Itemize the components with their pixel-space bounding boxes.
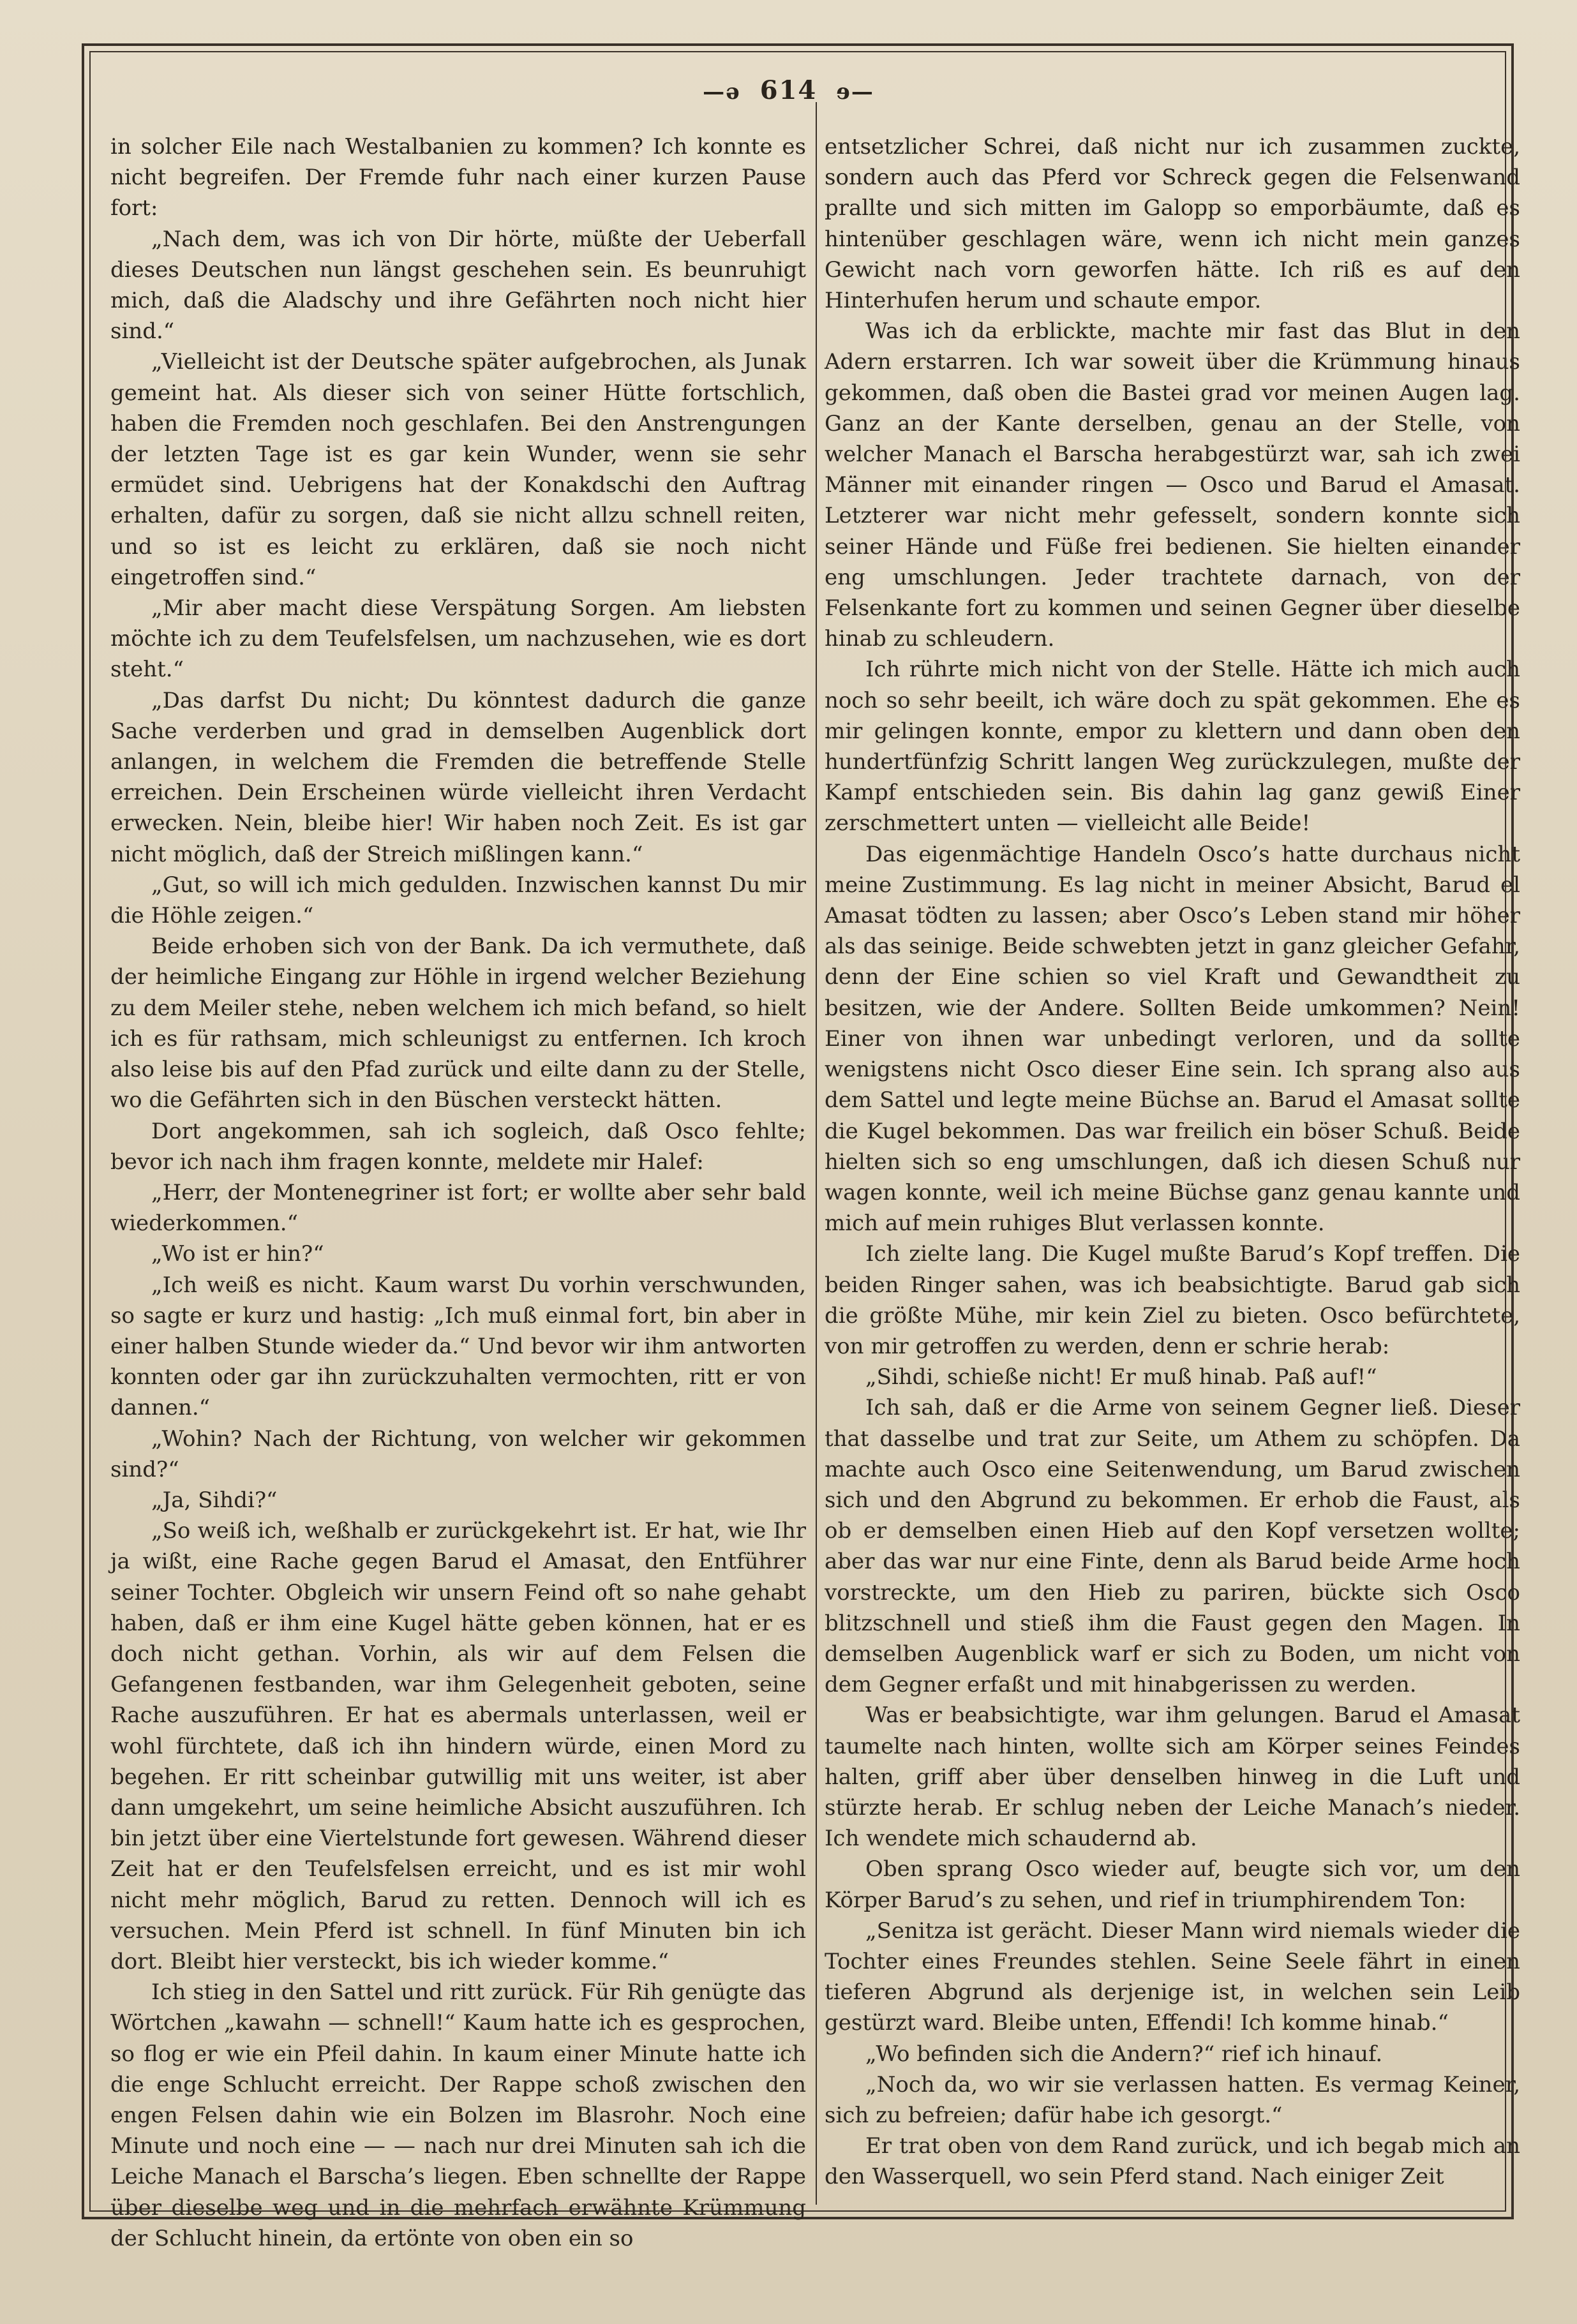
page-number: 614 <box>759 75 818 105</box>
paragraph: Ich sah, daß er die Arme von seinem Gegner ließ. Dieser that dasselbe und trat zur Seite, um Athem zu schöpfen. Da machte auch Osco eine Seitenwendung, um Barud zwischen sich und den Abgrund zu bekommen. Er erhob die Faust, als ob er demselben einen Hieb auf den Kopf versetzen wollte; aber das war nur eine Finte, denn als Barud beide Arme hoch vorstreckte, um den Hieb zu pariren, bückte sich Osco blitzschnell und stieß ihm die Faust gegen den Magen. In demselben Augenblick warf er sich zu Boden, um nicht von dem Gegner erfaßt und mit hinabgerissen zu werden. <box>825 1395 1520 1698</box>
paragraph: „Vielleicht ist der Deutsche später aufgebrochen, als Junak gemeint hat. Als dieser sich von seiner Hütte fortschlich, haben die Fremden noch geschlafen. Bei den Anstrengungen der letzten Tage ist es gar kein Wunder, wenn sie sehr ermüdet sind. Uebrigens hat der Konakdschi den Auftrag erhalten, dafür zu sorgen, daß sie nicht allzu schnell reiten, und so ist es leicht zu erklären, daß sie noch nicht eingetroffen sind.“ <box>110 349 806 590</box>
right-column <box>825 131 1520 2199</box>
column-divider <box>816 102 817 2205</box>
paragraph: Das eigenmächtige Handeln Osco’s hatte durchaus nicht meine Zustimmung. Es lag nicht in meiner Absicht, Barud el Amasat tödten zu lassen; aber Osco’s Leben stand mir höher als das seinige. Beide schwebten jetzt in ganz gleicher Gefahr, denn der Eine schien so viel Kraft und Gewandtheit zu besitzen, wie der Andere. Sollten Beide umkommen? Nein! Einer von ihnen war unbedingt verloren, und da sollte wenigstens nicht Osco dieser Eine sein. Ich sprang also aus dem Sattel und legte meine Büchse an. Barud el Amasat sollte die Kugel bekommen. Das war freilich ein böser Schuß. Beide hielten sich so eng umschlungen, daß ich diesen Schuß nur wagen konnte, weil ich meine Büchse ganz genau kannte und mich auf mein ruhiges Blut verlassen konnte. <box>825 841 1520 1237</box>
paragraph: „Senitza ist gerächt. Dieser Mann wird niemals wieder die Tochter eines Freundes stehlen. Seine Seele fährt in einen tieferen Abgrund als derjenige ist, in welchen sein Leib gestürzt ward. Bleibe unten, Effendi! Ich komme hinab.“ <box>825 1918 1520 2036</box>
paragraph: in solcher Eile nach Westalbanien zu kommen? Ich konnte es nicht begreifen. Der Fremde fuhr nach einer kurzen Pause fort: <box>110 134 806 221</box>
paragraph: Ich stieg in den Sattel und ritt zurück. Für Rih genügte das Wörtchen „kawahn — schnell!“ Kaum hatte ich es gesprochen, so flog er wie ein Pfeil dahin. In kaum einer Minute hatte ich die enge Schlucht erreicht. Der Rappe schoß zwischen den engen Felsen dahin wie ein Bolzen im Blasrohr. Noch eine Minute und noch eine — — nach nur drei Minuten sah ich die Leiche Manach el Barscha’s liegen. Eben schnellte der Rappe über dieselbe weg und in die mehrfach erwähnte Krümmung der Schlucht hinein, da ertönte von oben ein so <box>110 1979 806 2251</box>
paragraph: „So weiß ich, weßhalb er zurückgekehrt ist. Er hat, wie Ihr ja wißt, eine Rache gegen Barud el Amasat, den Entführer seiner Tochter. Obgleich wir unsern Feind oft so nahe gehabt haben, daß er ihm eine Kugel hätte geben können, hat er es doch nicht gethan. Vorhin, als wir auf dem Felsen die Gefangenen festbanden, war ihm Gelegenheit geboten, seine Rache auszuführen. Er hat es abermals unterlassen, weil er wohl fürchtete, daß ich ihn hindern würde, einen Mord zu begehen. Er ritt scheinbar gutwillig mit uns weiter, ist aber dann umgekehrt, um seine heimliche Absicht auszuführen. Ich bin jetzt über eine Viertelstunde fort gewesen. Während dieser Zeit hat er den Teufelsfelsen erreicht, und es ist mir wohl nicht mehr möglich, Barud zu retten. Dennoch will ich es versuchen. Mein Pferd ist schnell. In fünf Minuten bin ich dort. Bleibt hier versteckt, bis ich wieder komme.“ <box>110 1518 806 1974</box>
paragraph: „Wohin? Nach der Richtung, von welcher wir gekommen sind?“ <box>110 1426 806 1482</box>
paragraph: „Wo ist er hin?“ <box>151 1241 324 1267</box>
page-header <box>0 75 1577 105</box>
paragraph: „Sihdi, schieße nicht! Er muß hinab. Paß auf!“ <box>865 1364 1377 1390</box>
paragraph: Oben sprang Osco wieder auf, beugte sich vor, um den Körper Barud’s zu sehen, und rief in triumphirendem Ton: <box>825 1856 1520 1913</box>
paragraph: „Ich weiß es nicht. Kaum warst Du vorhin verschwunden, so sagte er kurz und hastig: „Ich muß einmal fort, bin aber in einer halben Stunde wieder da.“ Und bevor wir ihm antworten konnten oder gar ihn zurückzuhalten vermochten, ritt er von dannen.“ <box>110 1272 806 1421</box>
paragraph: „Gut, so will ich mich gedulden. Inzwischen kannst Du mir die Höhle zeigen.“ <box>110 872 806 929</box>
paragraph: „Ja, Sihdi?“ <box>151 1487 278 1513</box>
paragraph: Dort angekommen, sah ich sogleich, daß Osco fehlte; bevor ich nach ihm fragen konnte, meldete mir Halef: <box>110 1118 806 1175</box>
paragraph: „Mir aber macht diese Verspätung Sorgen. Am liebsten möchte ich zu dem Teufelsfelsen, um nachzusehen, wie es dort steht.“ <box>110 595 806 683</box>
left-column <box>110 131 806 2251</box>
paragraph: „Nach dem, was ich von Dir hörte, müßte der Ueberfall dieses Deutschen nun längst geschehen sein. Es beunruhigt mich, daß die Aladschy und ihre Gefährten noch nicht hier sind.“ <box>110 226 806 345</box>
paragraph: Was er beabsichtigte, war ihm gelungen. Barud el Amasat taumelte nach hinten, wollte sich am Körper seines Feindes halten, griff aber über denselben hinweg in die Luft und stürzte herab. Er schlug neben der Leiche Manach’s nieder. Ich wendete mich schaudernd ab. <box>825 1702 1520 1852</box>
paragraph: Er trat oben von dem Rand zurück, und ich begab mich an den Wasserquell, wo sein Pferd stand. Nach einiger Zeit <box>825 2133 1520 2190</box>
paragraph: „Das darfst Du nicht; Du könntest dadurch die ganze Sache verderben und grad in demselben Augenblick dort anlangen, in welchem die Fremden die betreffende Stelle erreichen. Dein Erscheinen würde vielleicht ihren Verdacht erwecken. Nein, bleibe hier! Wir haben noch Zeit. Es ist gar nicht möglich, daß der Streich mißlingen kann.“ <box>110 687 806 867</box>
paragraph: „Noch da, wo wir sie verlassen hatten. Es vermag Keiner, sich zu befreien; dafür habe ich gesorgt.“ <box>825 2071 1520 2128</box>
paragraph: Ich rührte mich nicht von der Stelle. Hätte ich mich auch noch so sehr beeilt, ich wäre doch zu spät gekommen. Ehe es mir gelingen konnte, empor zu klettern und dann oben den hundertfünfzig Schritt langen Weg zurückzulegen, mußte der Kampf entschieden sein. Bis dahin lag ganz gewiß Einer zerschmettert unten — vielleicht alle Beide! <box>825 657 1520 837</box>
paragraph: Was ich da erblickte, machte mir fast das Blut in den Adern erstarren. Ich war soweit über die Krümmung hinaus gekommen, daß oben die Bastei grad vor meinen Augen lag. Ganz an der Kante derselben, genau an der Stelle, von welcher Manach el Barscha herabgestürzt war, sah ich zwei Männer mit einander ringen — Osco und Barud el Amasat. Letzterer war nicht mehr gefesselt, sondern konnte sich seiner Hände und Füße frei bedienen. Sie hielten einander eng umschlungen. Jeder trachtete darnach, von der Felsenkante fort zu kommen und seinen Gegner über dieselbe hinab zu schleudern. <box>825 318 1520 652</box>
ornament-left: —ə <box>703 79 741 105</box>
paragraph: „Herr, der Montenegriner ist fort; er wollte aber sehr bald wiederkommen.“ <box>110 1179 806 1237</box>
paragraph: Ich zielte lang. Die Kugel mußte Barud’s Kopf treffen. Die beiden Ringer sahen, was ich beabsichtigte. Barud gab sich die größte Mühe, mir kein Ziel zu bieten. Osco befürchtete, von mir getroffen zu werden, denn er schrie herab: <box>825 1241 1520 1359</box>
paragraph: entsetzlicher Schrei, daß nicht nur ich zusammen zuckte, sondern auch das Pferd vor Schreck gegen die Felsenwand prallte und sich mitten im Galopp so emporbäumte, daß es hintenüber geschlagen wäre, wenn ich nicht mein ganzes Gewicht nach vorn geworfen hätte. Ich riß es auf den Hinterhufen herum und schaute empor. <box>825 134 1520 314</box>
ornament-right: ɘ— <box>836 79 874 105</box>
paragraph: Beide erhoben sich von der Bank. Da ich vermuthete, daß der heimliche Eingang zur Höhle in irgend welcher Beziehung zu dem Meiler stehe, neben welchem ich mich befand, so hielt ich es für rathsam, mich schleunigst zu entfernen. Ich kroch also leise bis auf den Pfad zurück und eilte dann zu der Stelle, wo die Gefährten sich in den Büschen versteckt hätten. <box>110 934 806 1114</box>
paragraph: „Wo befinden sich die Andern?“ rief ich hinauf. <box>865 2041 1383 2067</box>
